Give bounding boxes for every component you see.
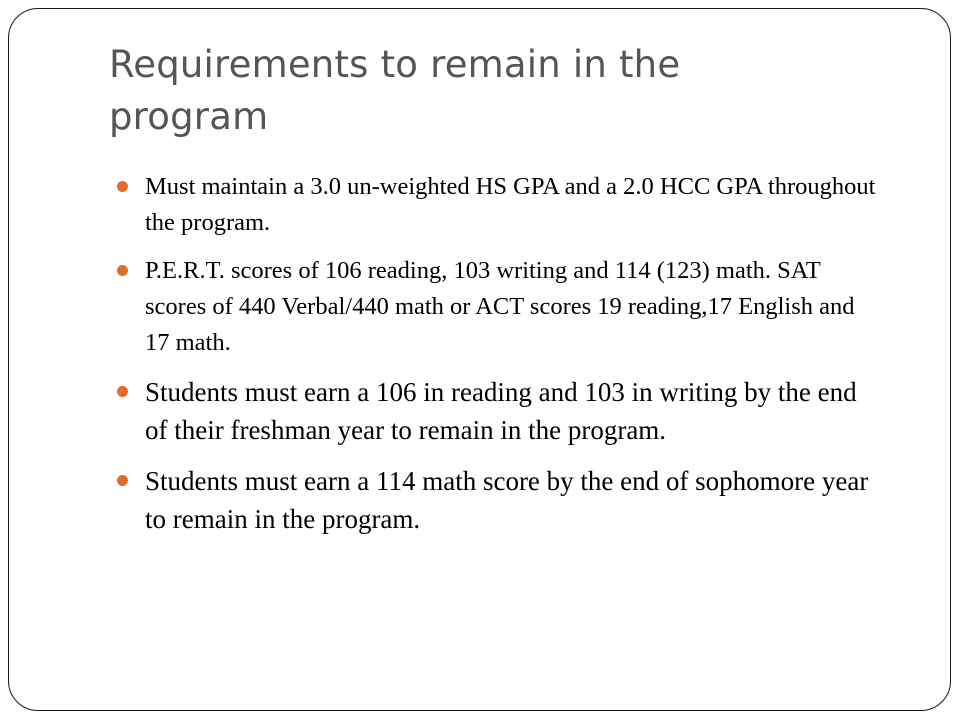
bullet-dot-icon	[117, 181, 128, 192]
bullet-item-gpa	[117, 169, 877, 241]
bullet-text: Must maintain a 3.0 un-weighted HS GPA and a 2.0 HCC GPA throughout the program.	[145, 173, 876, 236]
bullet-item-test-scores	[117, 253, 877, 361]
bullet-text: Students must earn a 114 math score by the end of sophomore year to remain in the program.	[145, 466, 869, 534]
bullet-dot-icon	[117, 475, 128, 486]
bullet-dot-icon	[117, 265, 128, 276]
bullet-text: Students must earn a 106 in reading and 103 in writing by the end of their freshman year to remain in the program.	[145, 377, 857, 445]
slide	[8, 8, 951, 711]
bullet-text: P.E.R.T. scores of 106 reading, 103 writing and 114 (123) math. SAT scores of 440 Verbal/440 math or ACT scores 19 reading,17 English and 17 math.	[145, 257, 855, 356]
bullet-item-freshman-requirement	[117, 373, 877, 449]
slide-title: Requirements to remain in the program	[109, 43, 681, 138]
bullet-list	[117, 169, 877, 551]
bullet-dot-icon	[117, 386, 128, 397]
bullet-item-sophomore-requirement	[117, 462, 877, 538]
